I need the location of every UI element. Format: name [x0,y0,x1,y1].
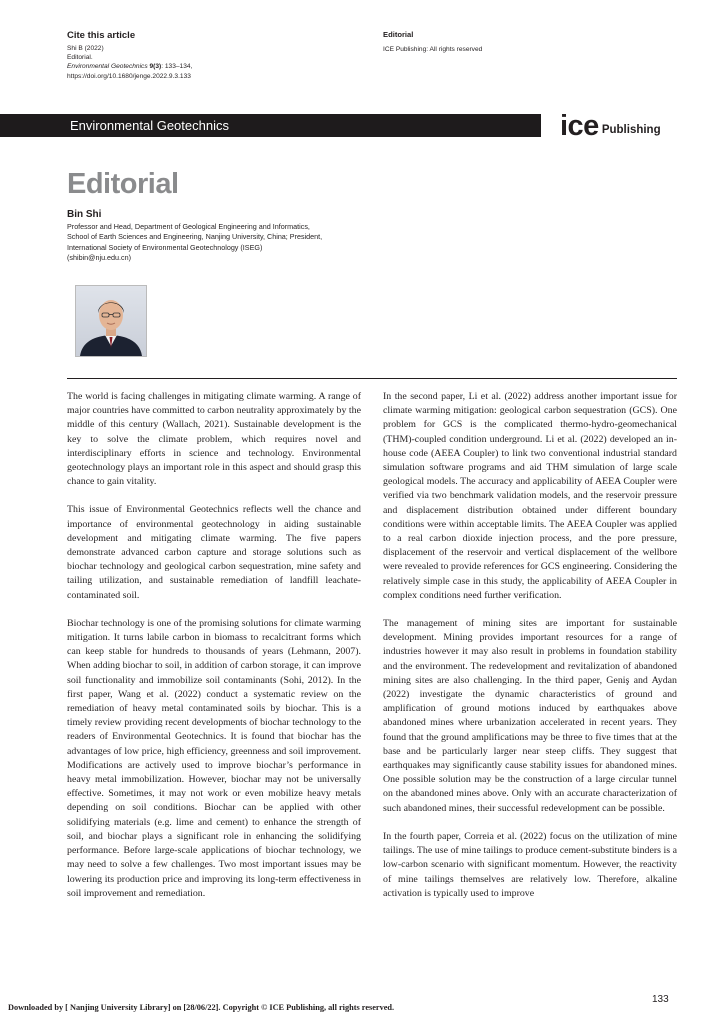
cite-type: Editorial. [67,54,93,62]
author-name: Bin Shi [67,209,102,220]
cite-journal: Environmental Geotechnics [67,63,148,71]
left-column [67,390,361,915]
paragraph: Biochar technology is one of the promising solutions for climate warming mitigation. It turns labile carbon in biomass to recalcitrant forms which can keep stable for hundreds to thousands of years (Lehmann, 2007). When adding biochar to soil, in addition of carbon storage, it can improve soil functionality and immobilize soil contaminants (Sohi, 2012). In the first paper, Wang et al. (2022) conduct a systematic review on the remediation of heavy metal contaminated soils by biochar. This is a timely review providing recent developments of biochar technology to the readers of Environmental Geotechnics. It is found that biochar has the advantages of low price, high efficiency, greenness and soil improvement. Modifications are actively used to improve biochar’s performance in heavy metal immobilization. However, biochar may not be universally effective. Sometimes, it may not work or even mobilize heavy metals depending on soil conditions. Biochar can be applied with other solidifying materials (e.g. lime and cement) to enhance the strength of soil, and biochar plays a significant role in enhancing the solidifying performance. Before large-scale applications of biochar technology, we may need to solve a few challenges. Two most important issues may be lowering its production price and improving its long-term effectiveness in soil improvement and remediation. [67,617,361,899]
article-meta [383,30,683,53]
author-portrait [75,285,147,357]
paragraph: The world is facing challenges in mitigating climate warming. A range of major countries have committed to carbon neutrality approximately by the middle of this century (Wallach, 2021). Sustainable development is the key to solve the climate problem, which requires novel and interdisciplinary efforts in science and technology. Environmental geotechnology plays an important role in this aspect and should grasp this chance to gain vitality. [67,391,361,488]
affiliation-line: (shibin@nju.edu.cn) [67,253,132,263]
cite-authors: Shi B (2022) [67,45,104,52]
affiliation-line: School of Earth Sciences and Engineering, Nanjing University, China; President, [67,232,323,242]
logo-ice-text: ice [560,110,599,142]
cite-journal-line [67,62,347,71]
header-divider [67,378,677,379]
paragraph: The management of mining sites are important for sustainable development. Mining provides important resources for a range of industries however it may also result in problems in foundation stability and the environment. The redevelopment and revitalization of abandoned mining sites are also challenging. In the third paper, Geniş and Aydan (2022) investigate the dynamic characteristics of ground and amplification of ground motions induced by earthquakes above abandoned mines where urbanization accelerated in recent years. They found that the ground amplifications may be three to five times that at the base and be particularly larger near steep cliffs. They suggest that earthquakes may significantly cause stability issues for abandoned mines. One possible solution may be the construction of a large circular tunnel on the abandoned mines above. Only with an accurate characterization of such abandoned mines, their successful redevelopment can be possible. [383,618,677,814]
portrait-image [76,286,146,356]
cite-pages: : 133–134, [161,63,193,71]
paragraph: In the fourth paper, Correia et al. (2022) focus on the utilization of mine tailings. The use of mine tailings to produce cement-substitute binders is a low-carbon scenario with significant momentum. However, the reactivity of mine tailings themselves are relatively low. Therefore, alkaline activation is typically used to improve [383,830,677,899]
rights-notice: ICE Publishing: All rights reserved [383,46,483,53]
logo-publishing-text: Publishing [601,124,661,136]
article-title: Editorial [67,168,179,200]
cite-volume: 9(3) [149,63,162,71]
cite-heading: Cite this article [67,30,136,41]
journal-banner [0,114,541,137]
paragraph: In the second paper, Li et al. (2022) address another important issue for climate warming mitigation: geological carbon sequestration (GCS). One problem for GCS is the complicated thermo-hydro-geomechanical (THM)-coupled condition underground. Li et al. (2022) developed an in-house code (AEEA Coupler) to link two conventional industrial standard simulation software programs and aid THM simulation of large scale geological models. The accuracy and applicability of AEEA Coupler were verified via two benchmark validation models, and the reservoir pressure and displacement distribution obtained under different boundary conditions were within acceptable limits. The AEEA Coupler was applied to a real carbon dioxide injection process, and the pore pressure, displacement of the reservoir and vertical displacement of the wellbore were revealed to provide references for GCS engineering. Considering the relatively simple case in this study, the applicability of AEEA Coupler in complex conditions need further verification. [383,391,677,601]
affiliation-line: Professor and Head, Department of Geological Engineering and Informatics, [67,222,310,231]
cite-doi[interactable]: https://doi.org/10.1680/jenge.2022.9.3.133 [67,72,191,80]
right-column [383,390,677,915]
paragraph: This issue of Environmental Geotechnics reflects well the chance and importance of environmental geotechnology in aiding sustainable development and mitigating climate warming. The five papers demonstrate advanced carbon capture and storage solutions such as biochar technology and geological carbon sequestration, mine safety and tailing utilization, and sustainable remediation of landfill leachate-contaminated soil. [67,504,361,601]
ice-publishing-logo [560,111,661,141]
author-affiliation [67,222,387,264]
cite-block [67,30,347,81]
download-notice: Downloaded by [ Nanjing University Library] on [28/06/22]. Copyright © ICE Publishing, all rights reserved. [8,1003,395,1012]
affiliation-line: International Society of Environmental Geotechnology (ISEG) [67,242,263,252]
article-type: Editorial [383,30,414,39]
journal-name: Environmental Geotechnics [70,118,229,133]
page-number: 133 [652,994,669,1005]
